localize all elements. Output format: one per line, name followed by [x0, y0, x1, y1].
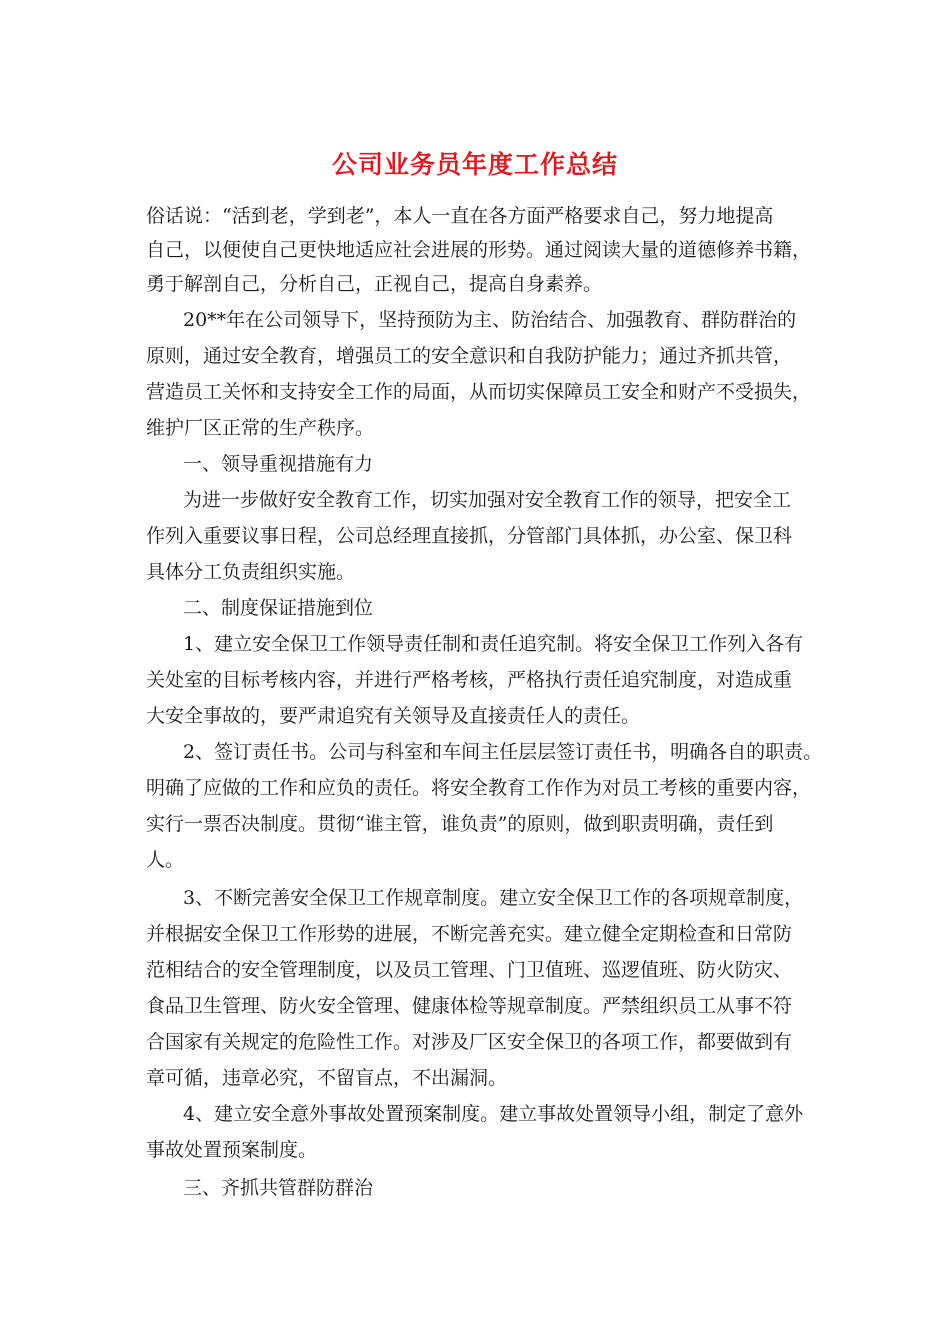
text-line: 关处室的目标考核内容，并进行严格考核，严格执行责任追究制度，对造成重	[146, 669, 793, 691]
document-title: 公司业务员年度工作总结	[331, 150, 618, 179]
section-heading: 三、齐抓共管群防群治	[183, 1177, 374, 1199]
text-line: 范相结合的安全管理制度，以及员工管理、门卫值班、巡逻值班、防火防灾、	[146, 959, 793, 981]
text-line: 为进一步做好安全教育工作，切实加强对安全教育工作的领导，把安全工	[183, 489, 792, 511]
text-line: 并根据安全保卫工作形势的进展，不断完善充实。建立健全定期检查和日常防	[146, 923, 793, 945]
text-line: 事故处置预案制度。	[146, 1139, 318, 1161]
text-line: 俗话说：“活到老，学到老”，本人一直在各方面严格要求自己，努力地提高	[146, 205, 774, 227]
text-line: 人。	[146, 849, 185, 871]
text-line: 1、建立安全保卫工作领导责任制和责任追究制。将安全保卫工作列入各有	[183, 633, 804, 655]
section-heading: 一、领导重视措施有力	[183, 453, 374, 475]
text-line: 大安全事故的，要严肃追究有关领导及直接责任人的责任。	[146, 705, 641, 727]
text-line: 原则，通过安全教育，增强员工的安全意识和自我防护能力；通过齐抓共管，	[146, 345, 793, 367]
text-line: 实行一票否决制度。贯彻“谁主管，谁负责”的原则，做到职责明确，责任到	[146, 813, 774, 835]
text-line: 4、建立安全意外事故处置预案制度。建立事故处置领导小组，制定了意外	[183, 1103, 804, 1125]
text-line: 3、不断完善安全保卫工作规章制度。建立安全保卫工作的各项规章制度，	[183, 887, 804, 909]
text-line: 2、签订责任书。公司与科室和车间主任层层签订责任书，明确各自的职责。	[183, 741, 823, 763]
text-line: 20**年在公司领导下，坚持预防为主、防治结合、加强教育、群防群治的	[183, 309, 797, 331]
text-line: 作列入重要议事日程，公司总经理直接抓，分管部门具体抓，办公室、保卫科	[146, 525, 793, 547]
text-line: 勇于解剖自己，分析自己，正视自己，提高自身素养。	[146, 273, 603, 295]
text-line: 维护厂区正常的生产秩序。	[146, 417, 375, 439]
text-line: 明确了应做的工作和应负的责任。将安全教育工作作为对员工考核的重要内容，	[146, 777, 812, 799]
text-line: 合国家有关规定的危险性工作。对涉及厂区安全保卫的各项工作，都要做到有	[146, 1031, 793, 1053]
text-line: 自己，以便使自己更快地适应社会进展的形势。通过阅读大量的道德修养书籍，	[146, 239, 812, 261]
text-line: 具体分工负责组织实施。	[146, 561, 356, 583]
section-heading: 二、制度保证措施到位	[183, 597, 374, 619]
text-line: 食品卫生管理、防火安全管理、健康体检等规章制度。严禁组织员工从事不符	[146, 995, 793, 1017]
text-line: 章可循，违章必究，不留盲点，不出漏洞。	[146, 1067, 508, 1089]
text-line: 营造员工关怀和支持安全工作的局面，从而切实保障员工安全和财产不受损失，	[146, 381, 812, 403]
